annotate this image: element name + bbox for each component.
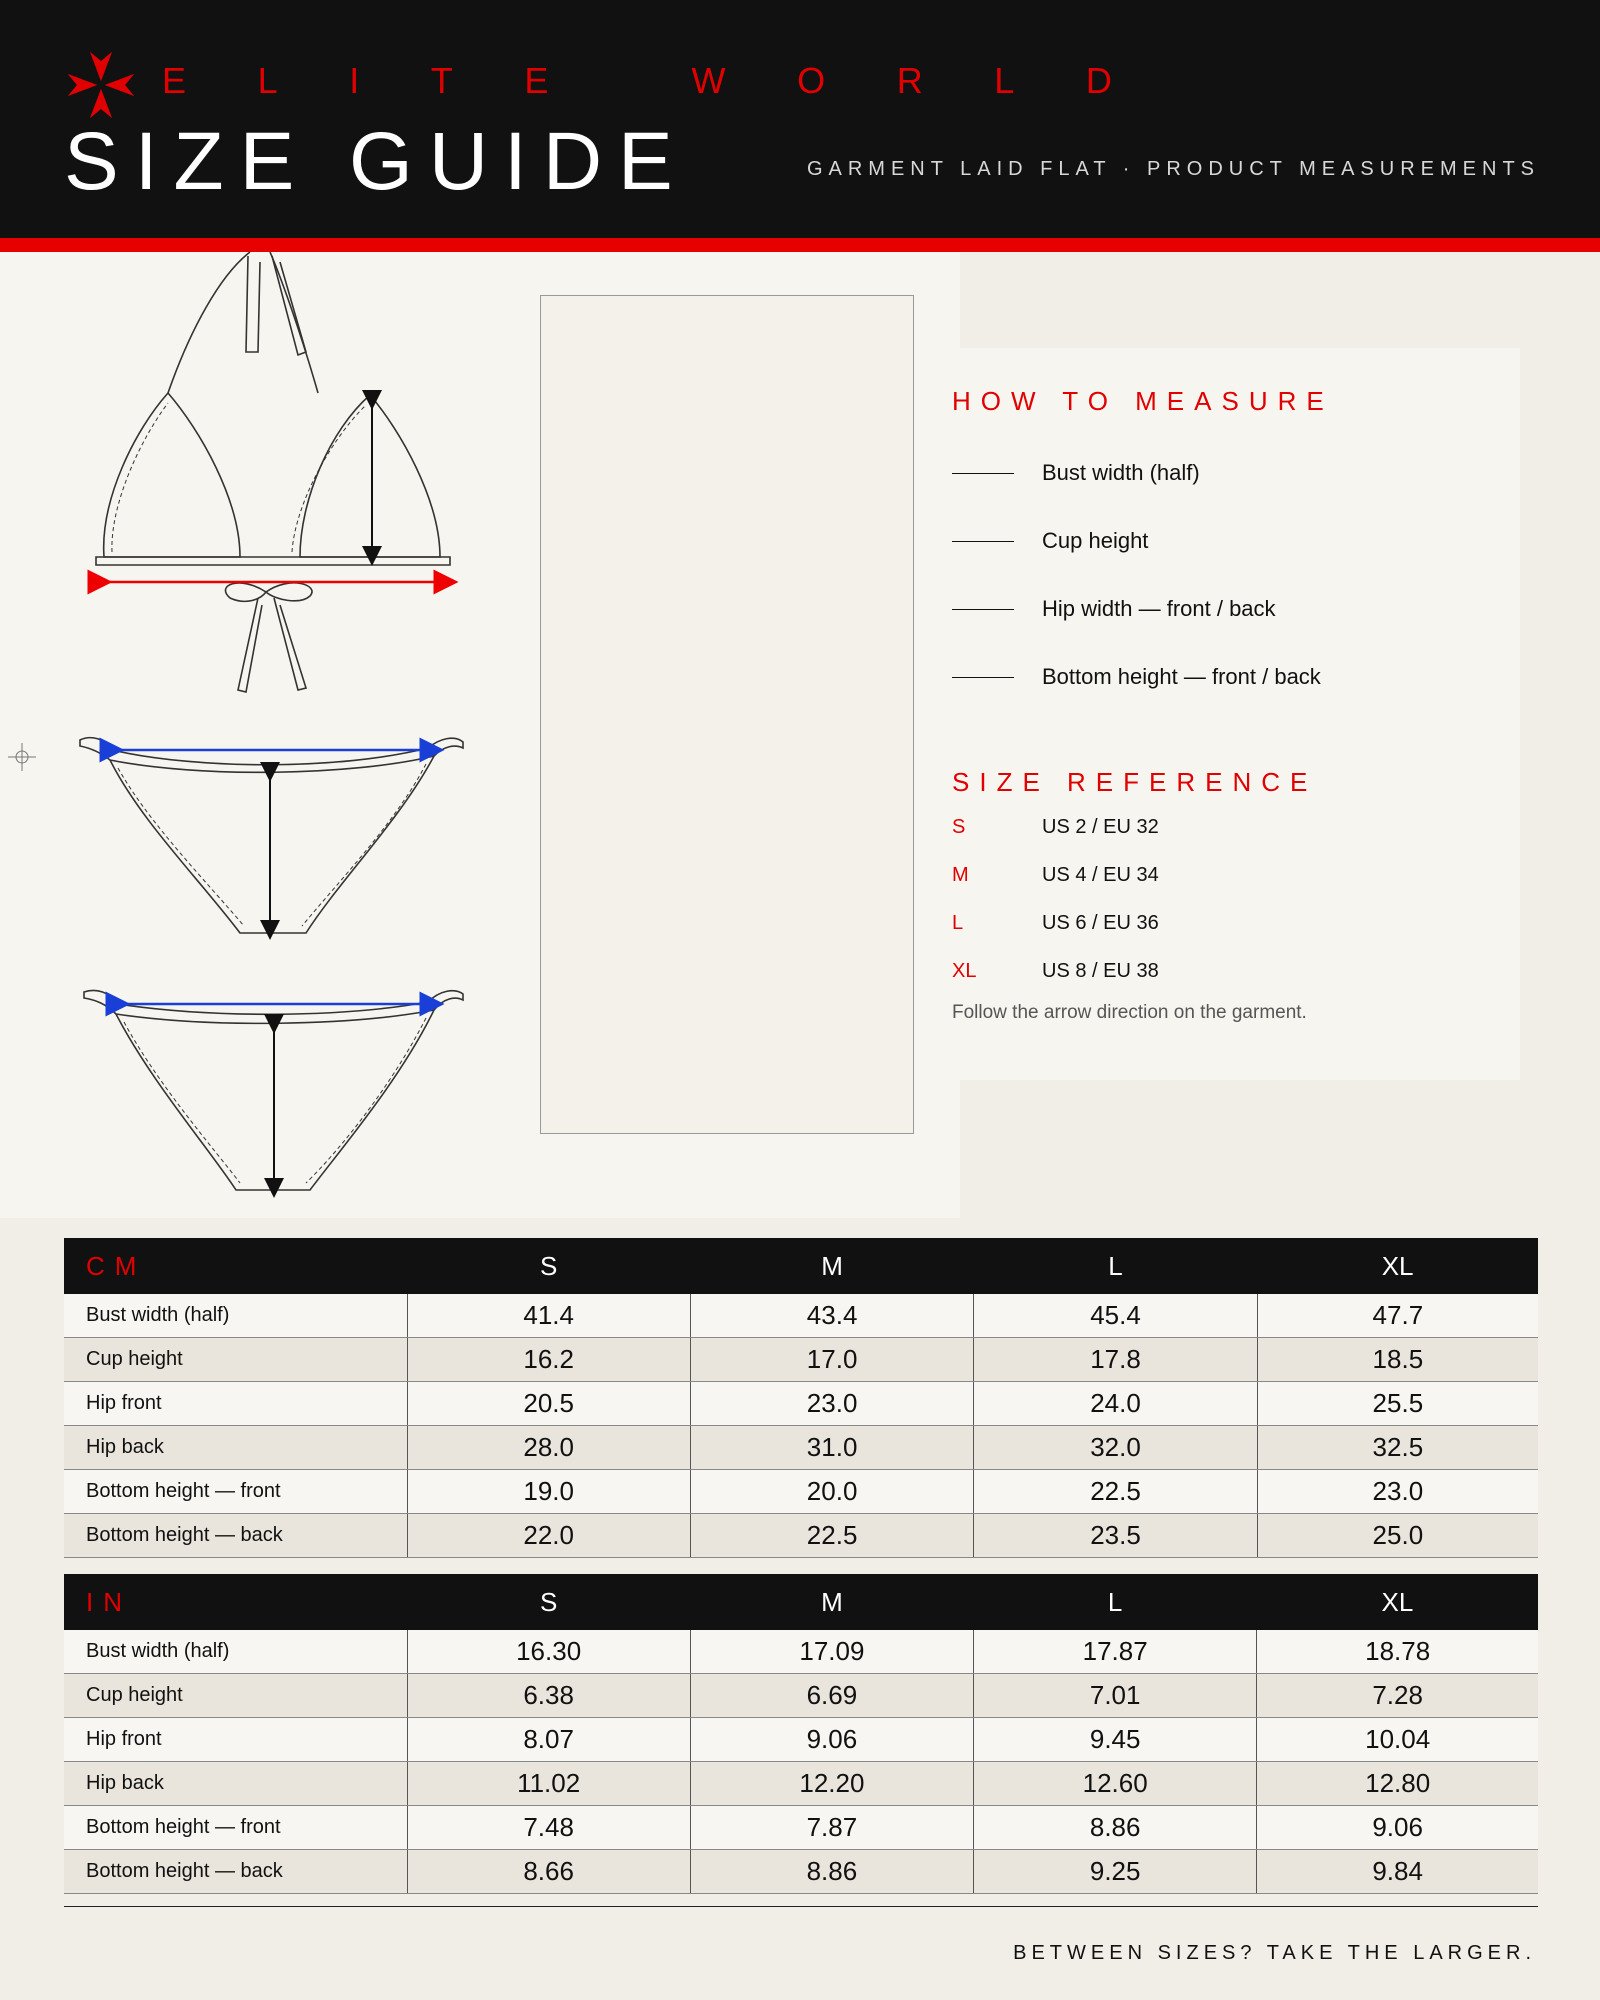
legend-label: Bottom height — front / back bbox=[1042, 664, 1321, 689]
row-label: Hip front bbox=[64, 1718, 407, 1762]
registration-mark bbox=[8, 743, 36, 771]
header bbox=[0, 0, 1600, 238]
col-xl: XL bbox=[1257, 1574, 1538, 1630]
in-unit: IN bbox=[64, 1574, 407, 1630]
measurement-cell: 7.01 bbox=[974, 1674, 1257, 1718]
measurement-cell: 20.0 bbox=[690, 1470, 973, 1514]
legend-item bbox=[952, 596, 1276, 622]
measurement-cell: 8.07 bbox=[407, 1718, 690, 1762]
in-table-header bbox=[64, 1574, 1538, 1630]
measurement-cell: 9.06 bbox=[1257, 1806, 1538, 1850]
measurement-cell: 17.0 bbox=[690, 1338, 973, 1382]
cm-table bbox=[64, 1238, 1538, 1558]
table-row bbox=[64, 1514, 1538, 1558]
measurement-cell: 6.38 bbox=[407, 1674, 690, 1718]
brand-letter: T bbox=[430, 60, 453, 101]
row-label: Bust width (half) bbox=[64, 1294, 407, 1338]
table-row bbox=[64, 1762, 1538, 1806]
table-row bbox=[64, 1806, 1538, 1850]
measurement-cell: 16.2 bbox=[407, 1338, 690, 1382]
col-s: S bbox=[407, 1238, 690, 1294]
accent-bar bbox=[0, 238, 1600, 252]
measurement-cell: 8.86 bbox=[690, 1850, 973, 1894]
row-label: Hip back bbox=[64, 1426, 407, 1470]
brand-letter: L bbox=[257, 60, 278, 101]
row-label: Hip front bbox=[64, 1382, 407, 1426]
measurement-cell: 25.0 bbox=[1257, 1514, 1538, 1558]
col-xl: XL bbox=[1257, 1238, 1538, 1294]
measurement-cell: 28.0 bbox=[407, 1426, 690, 1470]
measurement-cell: 32.5 bbox=[1257, 1426, 1538, 1470]
in-table bbox=[64, 1574, 1538, 1894]
table-row bbox=[64, 1850, 1538, 1894]
measurement-cell: 11.02 bbox=[407, 1762, 690, 1806]
brand-letter: R bbox=[896, 60, 923, 101]
legend-line-icon bbox=[952, 609, 1014, 610]
col-l: L bbox=[974, 1574, 1257, 1630]
measurement-cell: 43.4 bbox=[690, 1294, 973, 1338]
size-code: M bbox=[952, 864, 969, 886]
measurement-cell: 32.0 bbox=[974, 1426, 1257, 1470]
table-row bbox=[64, 1718, 1538, 1762]
table-row bbox=[64, 1630, 1538, 1674]
row-label: Bust width (half) bbox=[64, 1630, 407, 1674]
size-reference-row bbox=[952, 960, 1159, 983]
measurement-cell: 9.25 bbox=[974, 1850, 1257, 1894]
bottom-front-drawing bbox=[80, 738, 463, 933]
cm-table-header bbox=[64, 1238, 1538, 1294]
measurement-cell: 20.5 bbox=[407, 1382, 690, 1426]
brand-letter: E bbox=[524, 60, 549, 101]
table-row bbox=[64, 1470, 1538, 1514]
measurement-cell: 12.80 bbox=[1257, 1762, 1538, 1806]
legend-item bbox=[952, 664, 1321, 690]
measurement-cell: 17.87 bbox=[974, 1630, 1257, 1674]
row-label: Bottom height — front bbox=[64, 1470, 407, 1514]
footer-note: BETWEEN SIZES? TAKE THE LARGER. bbox=[1013, 1942, 1536, 1964]
measurement-cell: 17.09 bbox=[690, 1630, 973, 1674]
table-row bbox=[64, 1674, 1538, 1718]
col-s: S bbox=[407, 1574, 690, 1630]
top-drawing bbox=[96, 252, 450, 692]
footer-rule bbox=[64, 1906, 1538, 1907]
measurement-cell: 41.4 bbox=[407, 1294, 690, 1338]
blank-panel bbox=[540, 295, 914, 1134]
col-m: M bbox=[690, 1238, 973, 1294]
measurement-cell: 8.86 bbox=[974, 1806, 1257, 1850]
measurement-cell: 22.5 bbox=[974, 1470, 1257, 1514]
row-label: Cup height bbox=[64, 1338, 407, 1382]
reference-note: Follow the arrow direction on the garment. bbox=[952, 1002, 1307, 1023]
col-l: L bbox=[974, 1238, 1257, 1294]
how-to-measure-heading: HOW TO MEASURE bbox=[952, 386, 1334, 416]
brand-letter: E bbox=[162, 60, 187, 101]
measurement-cell: 23.5 bbox=[974, 1514, 1257, 1558]
page-title: SIZE GUIDE bbox=[64, 116, 689, 207]
cm-unit: CM bbox=[64, 1238, 407, 1294]
size-code: L bbox=[952, 912, 964, 934]
size-reference-row bbox=[952, 864, 1159, 887]
measurement-cell: 7.28 bbox=[1257, 1674, 1538, 1718]
brand-wordmark bbox=[162, 60, 1112, 102]
size-equivalent: US 8 / EU 38 bbox=[1042, 960, 1159, 982]
row-label: Bottom height — back bbox=[64, 1850, 407, 1894]
row-label: Cup height bbox=[64, 1674, 407, 1718]
measurement-cell: 8.66 bbox=[407, 1850, 690, 1894]
measurement-cell: 12.60 bbox=[974, 1762, 1257, 1806]
table-row bbox=[64, 1426, 1538, 1470]
row-label: Bottom height — front bbox=[64, 1806, 407, 1850]
measurement-cell: 9.06 bbox=[690, 1718, 973, 1762]
legend-line-icon bbox=[952, 677, 1014, 678]
size-equivalent: US 6 / EU 36 bbox=[1042, 912, 1159, 934]
measurement-cell: 12.20 bbox=[690, 1762, 973, 1806]
legend-line-icon bbox=[952, 473, 1014, 474]
size-reference-heading: SIZE REFERENCE bbox=[952, 767, 1318, 797]
table-row bbox=[64, 1382, 1538, 1426]
measurement-cell: 47.7 bbox=[1257, 1294, 1538, 1338]
page-subtitle: GARMENT LAID FLAT · PRODUCT MEASUREMENTS bbox=[806, 158, 1540, 180]
maltese-cross-logo bbox=[64, 48, 138, 122]
size-code: S bbox=[952, 816, 966, 838]
table-row bbox=[64, 1294, 1538, 1338]
row-label: Bottom height — back bbox=[64, 1514, 407, 1558]
legend-label: Hip width — front / back bbox=[1042, 596, 1276, 621]
measurement-cell: 25.5 bbox=[1257, 1382, 1538, 1426]
table-row bbox=[64, 1338, 1538, 1382]
measurement-cell: 22.5 bbox=[690, 1514, 973, 1558]
measurement-cell: 7.48 bbox=[407, 1806, 690, 1850]
measurement-cell: 7.87 bbox=[690, 1806, 973, 1850]
legend-item bbox=[952, 528, 1148, 554]
legend-label: Cup height bbox=[1042, 528, 1149, 553]
size-equivalent: US 2 / EU 32 bbox=[1042, 816, 1159, 838]
brand-letter: D bbox=[1085, 60, 1112, 101]
measurement-cell: 9.45 bbox=[974, 1718, 1257, 1762]
brand-letter: I bbox=[349, 60, 360, 101]
brand-letter: L bbox=[994, 60, 1015, 101]
measurement-cell: 18.5 bbox=[1257, 1338, 1538, 1382]
measurement-cell: 17.8 bbox=[974, 1338, 1257, 1382]
measurement-cell: 19.0 bbox=[407, 1470, 690, 1514]
row-label: Hip back bbox=[64, 1762, 407, 1806]
measurement-cell: 24.0 bbox=[974, 1382, 1257, 1426]
measurement-cell: 22.0 bbox=[407, 1514, 690, 1558]
size-reference-row bbox=[952, 912, 1159, 935]
measurement-cell: 18.78 bbox=[1257, 1630, 1538, 1674]
legend-line-icon bbox=[952, 541, 1014, 542]
legend-item bbox=[952, 460, 1200, 486]
measurement-cell: 6.69 bbox=[690, 1674, 973, 1718]
measurement-cell: 23.0 bbox=[1257, 1470, 1538, 1514]
measurement-cell: 23.0 bbox=[690, 1382, 973, 1426]
brand-letter: O bbox=[797, 60, 826, 101]
measurement-cell: 31.0 bbox=[690, 1426, 973, 1470]
measurement-cell: 9.84 bbox=[1257, 1850, 1538, 1894]
brand-letter: W bbox=[691, 60, 726, 101]
col-m: M bbox=[690, 1574, 973, 1630]
measurement-cell: 16.30 bbox=[407, 1630, 690, 1674]
size-reference-row bbox=[952, 816, 1159, 839]
measurement-cell: 45.4 bbox=[974, 1294, 1257, 1338]
size-equivalent: US 4 / EU 34 bbox=[1042, 864, 1159, 886]
legend-label: Bust width (half) bbox=[1042, 460, 1200, 485]
size-code: XL bbox=[952, 960, 977, 982]
measurement-cell: 10.04 bbox=[1257, 1718, 1538, 1762]
